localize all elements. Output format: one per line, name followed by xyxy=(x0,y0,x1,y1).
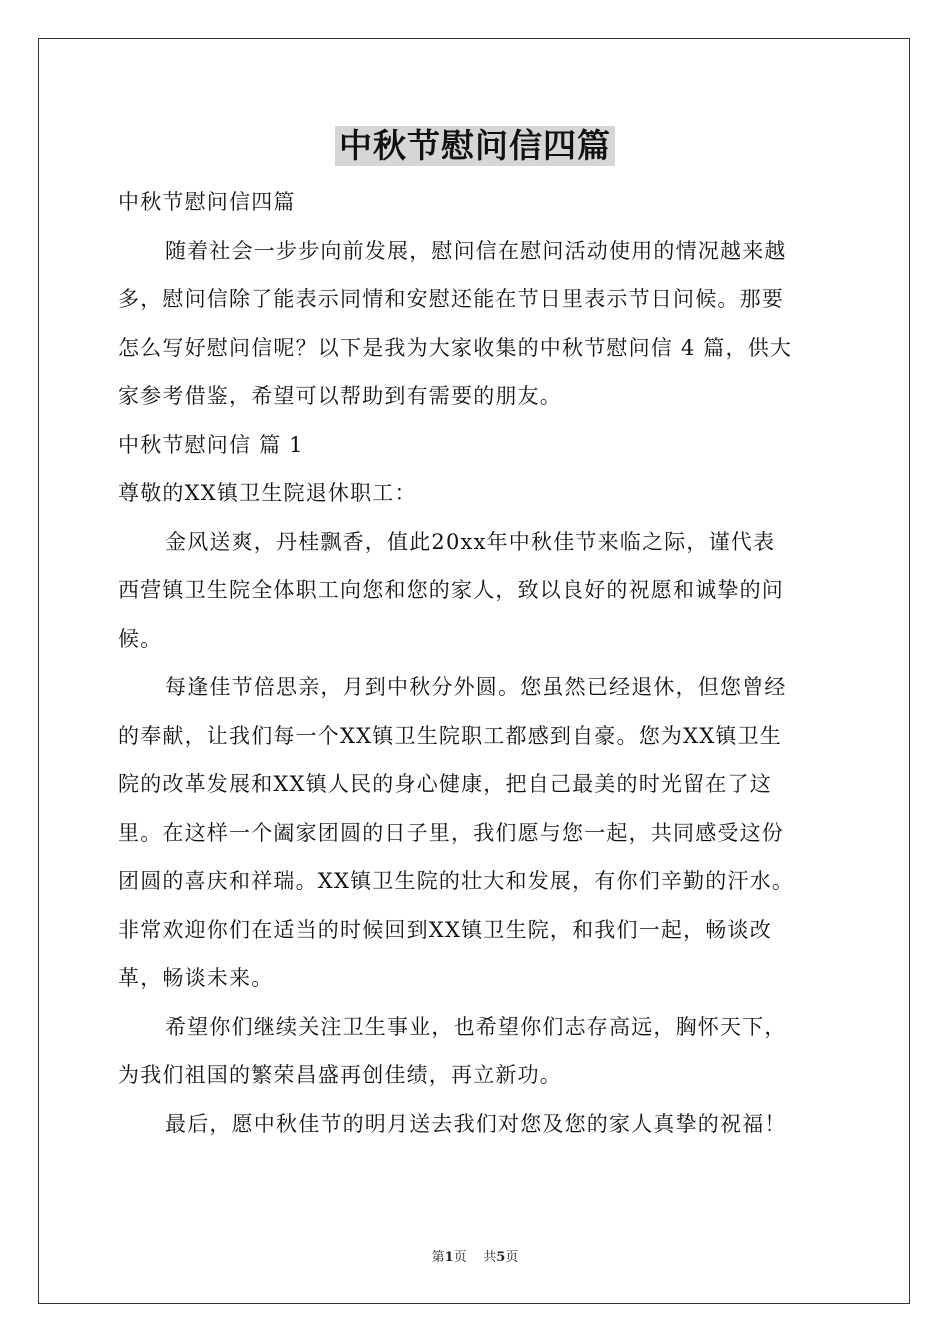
document-title: 中秋节慰问信四篇 xyxy=(335,126,615,166)
body-line: 随着社会一步步向前发展，慰问信在慰问活动使用的情况越来越 xyxy=(165,238,787,263)
page-prefix: 第 xyxy=(431,1250,445,1265)
body-line: 西营镇卫生院全体职工向您和您的家人，致以良好的祝愿和诚挚的问 xyxy=(118,578,784,602)
body-line: 团圆的喜庆和祥瑞。XX镇卫生院的壮大和发展，有你们辛勤的汗水。 xyxy=(118,869,795,893)
body-line: 最后，愿中秋佳节的明月送去我们对您及您的家人真挚的祝福！ xyxy=(165,1111,787,1136)
body-line: 怎么写好慰问信呢？以下是我为大家收集的中秋节慰问信 4 篇，供大 xyxy=(118,335,793,360)
body-line: 候。 xyxy=(118,626,163,651)
page-suffix: 页 xyxy=(453,1250,467,1265)
body-line: 非常欢迎你们在适当的时候回到XX镇卫生院，和我们一起，畅谈改 xyxy=(118,917,772,942)
total-pages: 5 xyxy=(496,1250,506,1265)
section-heading: 中秋节慰问信 篇 1 xyxy=(118,432,304,457)
salutation: 尊敬的XX镇卫生院退休职工： xyxy=(118,481,417,505)
page-number: 1 xyxy=(444,1250,454,1265)
body-line: 金风送爽，丹桂飘香，值此20xx年中秋佳节来临之际，谨代表 xyxy=(165,529,776,554)
body-line: 为我们祖国的繁荣昌盛再创佳绩，再立新功。 xyxy=(118,1063,562,1087)
page-footer xyxy=(0,1246,950,1265)
document-body xyxy=(118,178,838,1148)
total-prefix: 共 xyxy=(483,1250,497,1265)
body-line: 家参考借鉴，希望可以帮助到有需要的朋友。 xyxy=(118,384,562,408)
body-line: 的奉献，让我们每一个XX镇卫生院职工都感到自豪。您为XX镇卫生 xyxy=(118,723,782,748)
body-line: 每逢佳节倍思亲，月到中秋分外圆。您虽然已经退休，但您曾经 xyxy=(165,675,787,699)
body-line: 里。在这样一个阖家团圆的日子里，我们愿与您一起，共同感受这份 xyxy=(118,820,784,845)
title-wrap xyxy=(0,126,950,166)
body-line: 希望你们继续关注卫生事业，也希望你们志存高远，胸怀天下， xyxy=(165,1014,787,1039)
body-line: 革，畅谈未来。 xyxy=(118,966,274,990)
body-line: 多，慰问信除了能表示同情和安慰还能在节日里表示节日问候。那要 xyxy=(118,287,784,311)
body-line: 中秋节慰问信四篇 xyxy=(118,190,296,214)
total-suffix: 页 xyxy=(505,1250,519,1265)
body-line: 院的改革发展和XX镇人民的身心健康，把自己最美的时光留在了这 xyxy=(118,772,772,796)
